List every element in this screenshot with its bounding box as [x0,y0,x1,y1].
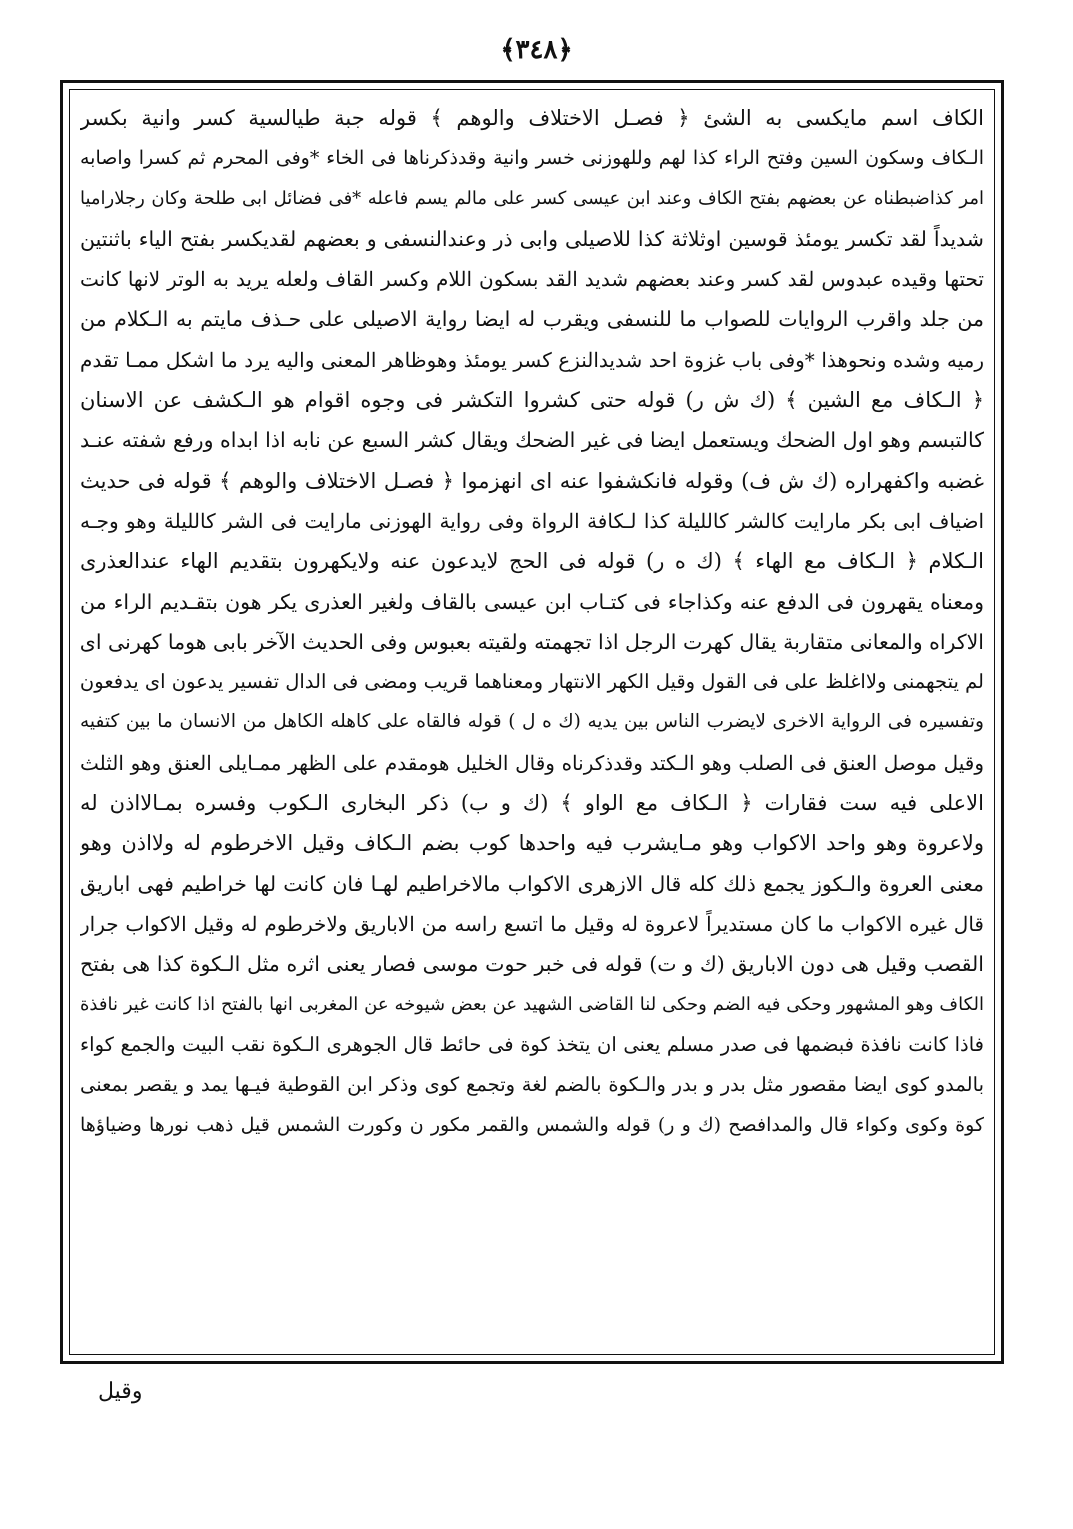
page-frame-outer [60,80,1004,1364]
page-number: ﴿٣٤٨﴾ [500,35,573,65]
text-line: وقيل موصل العنق فى الصلب وهو الـكتد وقدذكرناه وقال الخليل هومقدم على الظهر ممـايلى العنق وهو الثلث [80,750,984,775]
text-line: الاكراه والمعانى متقاربة يقال كهرت الرجل اذا تجهمته ولقيته بعبوس وفى الحديث الآخر بابى هوما كهرنى اى [80,629,984,654]
text-line: الكاف وهو المشهور وحكى فيه الضم وحكى لنا القاضى الشهيد عن بعض شيوخه عن المغربى انها بالفتح اذا كانت غير نافذة [80,993,984,1015]
text-line: ولاعروة وهو واحد الاكواب وهو مـايشرب فيه واحدها كوب بضم الـكاف وقيل الاخرطوم له ولااذن وهو [80,831,984,856]
text-line: بالمدو كوى ايضا مقصور مثل بدر و بدر والـكوة بالضم لغة وتجمع كوى وذكر ابن القوطية فيـها يمد و يقصر بمعنى [80,1073,984,1097]
text-line: فاذا كانت نافذة فبضمها فى صدر مسلم يعنى ان يتخذ كوة فى حائط قال الجوهرى الـكوة نقب البيت والجمع كواء [80,1032,984,1056]
text-line: الـكاف وسكون السين وفتح الراء كذا لهم وللهوزنى خسر وانية وقدذكرناها فى الخاء *وفى المحرم ثم كسرا واصابه [80,147,984,170]
text-line: وتفسيره فى الرواية الاخرى لايضرب الناس بين يديه (ك ه ل ) قوله فالقاه على كاهله الكاهل من الانسان ما بين كتفيه [80,711,984,733]
text-line: من جلد واقرب الروايات للصواب ما للنسفى ويقرب له ايضا رواية الاصيلى على حـذف مايتم به الـكلام من [80,307,984,332]
text-line: قال غيره الاكواب ما كان مستديراً لاعروة له وقيل ما اتسع راسه من الاباريق ولاخرطوم له وقيل الاكواب جرار [80,911,984,936]
page-frame-inner [69,89,995,1355]
text-line: رميه وشده ونحوهذا *وفى باب غزوة احد شديدالنزع كسر يومئذ وهوظاهر المعنى واليه يرد ما اشكل ممـا تقدم [80,347,984,372]
text-line: الكاف اسم مايكسى به الشئ ﴿ فصـل الاختلاف والوهم ﴾ قوله جبة طيالسية كسر وانية بكسر [80,106,984,130]
text-line: القصب وقيل هى دون الاباريق (ك و ت) قوله فى خبر حوت موسى فصار يعنى اثره مثل الـكوة كذا هى بفتح [80,952,984,977]
text-line: تحتها وقيده عبدوس لقد كسر وعند بعضهم شديد القد بسكون اللام وكسر القاف ولعله يريد به الوتر لانها كانت [80,267,984,292]
text-line: شديداً لقد تكسر يومئذ قوسين اوثلاثة كذا للاصيلى وابى ذر وعندالنسفى و بعضهم لقديكسر بفتح الياء باثنتين [80,226,984,251]
text-line: الـكلام ﴿ الـكاف مع الهاء ﴾ (ك ه ر) قوله فى الحج لايدعون عنه ولايكهرون بتقديم الهاء عندالعذرى [80,549,984,574]
text-line: ﴿ الـكاف مع الشين ﴾ (ك ش ر) قوله حتى كشروا التكشر فى وجوه اقوام هو الـكشف عن الاسنان [80,388,984,413]
text-line: امر كذاضبطناه عن بعضهم بفتح الكاف وعند ابن عيسى كسر على مالم يسم فاعله *فى فضائل ابى طلحة وكان رجلارامیا [80,187,984,209]
catchword: وقيل [98,1379,143,1404]
text-line: معنى العروة والـكوز يجمع ذلك كله قال الازهرى الاكواب مالاخراطيم لهـا فان كانت لها خراطيم فهى اباريق [80,871,984,896]
text-line: الاعلى فيه ست فقارات ﴿ الـكاف مع الواو ﴾ (ك و ب) ذكر البخارى الـكوب وفسره بمـالااذن له [80,791,984,816]
text-line: كالتبسم وهو اول الضحك ويستعمل ايضا فى غير الضحك ويقال كشر السبع عن نابه اذا ابداه ورفع شفته عنـد [80,428,984,453]
text-block [80,98,984,1146]
text-line: كوة وكوى وكواء قال والمدافصح (ك و ر) قوله والشمس والقمر مكور ن وكورت الشمس قيل ذهب نورها وضياؤها [80,1114,984,1137]
text-line: غضبه واكفهراره (ك ش ف) وقوله فانكشفوا عنه اى انهزموا ﴿ فصـل الاختلاف والوهم ﴾ قوله فى حديث [80,468,984,493]
text-line: ومعناه يقهرون فى الدفع عنه وكذاجاء فى كتـاب ابن عيسى بالقاف ولغير العذرى يكر هون بتقـديم الراء من [80,589,984,614]
text-line: اضياف ابى بكر مارايت كالشر كالليلة كذا لـكافة الرواة وفى رواية الهوزنى مارايت فى الشر كالليلة وهو وجـه [80,508,984,533]
text-line: لم يتجهمنى ولااغلظ على فى القول وقيل الكهر الانتهار ومعناهما قريب ومضى فى الدال تفسير يدعون اى يدفعون [80,670,984,694]
